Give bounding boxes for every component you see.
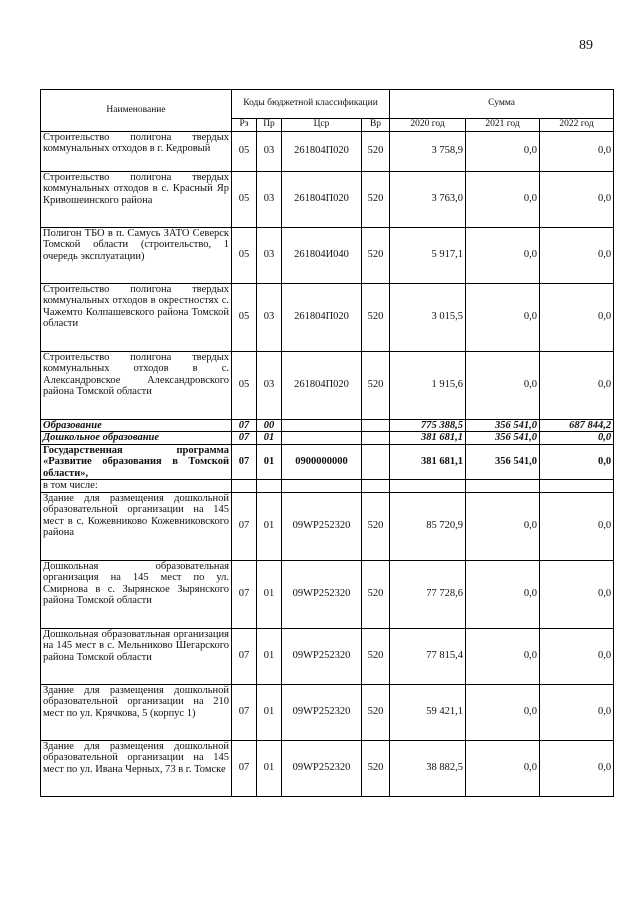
header-2020: 2020 год	[390, 119, 466, 132]
row-pr: 00	[257, 419, 282, 432]
row-rz: 07	[232, 740, 257, 796]
row-name: Дошкольная образоватльная организация на 145 мест в с. Мельниково Шегарского района Томской области	[41, 628, 232, 684]
row-rz: 07	[232, 560, 257, 628]
table-row	[41, 227, 614, 283]
row-vr	[362, 432, 390, 445]
row-2021: 0,0	[466, 131, 540, 171]
row-2020: 3 758,9	[390, 131, 466, 171]
row-csr: 09WP252320	[282, 684, 362, 740]
row-2021: 0,0	[466, 684, 540, 740]
row-name: Строительство полигона твердых коммунальных отходов в с. Красный Яр Кривошеинского района	[41, 171, 232, 227]
table-row	[41, 492, 614, 560]
header-codes: Коды бюджетной классификации	[232, 90, 390, 119]
row-2021: 0,0	[466, 351, 540, 419]
header-pr: Пр	[257, 119, 282, 132]
row-pr: 01	[257, 492, 282, 560]
header-csr: Цср	[282, 119, 362, 132]
header-sum: Сумма	[390, 90, 614, 119]
row-2021: 0,0	[466, 171, 540, 227]
row-pr: 03	[257, 283, 282, 351]
budget-table	[40, 89, 614, 797]
row-2020: 381 681,1	[390, 444, 466, 480]
table-row	[41, 283, 614, 351]
row-2021	[466, 480, 540, 493]
row-csr	[282, 480, 362, 493]
row-pr: 01	[257, 740, 282, 796]
table-row	[41, 684, 614, 740]
row-2022: 0,0	[540, 171, 614, 227]
header-name: Наименование	[41, 90, 232, 132]
row-rz: 07	[232, 432, 257, 445]
header-vr: Вр	[362, 119, 390, 132]
row-vr: 520	[362, 684, 390, 740]
row-name: Государственная программа «Развитие образования в Томской области»,	[41, 444, 232, 480]
row-pr: 03	[257, 131, 282, 171]
header-2021: 2021 год	[466, 119, 540, 132]
row-name: Дошкольное образование	[41, 432, 232, 445]
row-name: Здание для размещения дошкольной образовательной организации на 145 мест по ул. Ивана Черных, 73 в г. Томске	[41, 740, 232, 796]
row-pr: 03	[257, 227, 282, 283]
table-row	[41, 131, 614, 171]
row-csr: 09WP252320	[282, 492, 362, 560]
header-rz: Рз	[232, 119, 257, 132]
row-pr: 01	[257, 432, 282, 445]
table-row	[41, 432, 614, 445]
row-csr: 09WP252320	[282, 560, 362, 628]
row-name: Здание для размещения дошкольной образовательной организации на 210 мест по ул. Крячкова, 5 (корпус 1)	[41, 684, 232, 740]
row-pr: 03	[257, 351, 282, 419]
header-2022: 2022 год	[540, 119, 614, 132]
row-name: Полигон ТБО в п. Самусь ЗАТО Северск Томской области (строительство, 1 очередь эксплуатации)	[41, 227, 232, 283]
row-2020: 77 815,4	[390, 628, 466, 684]
row-vr	[362, 480, 390, 493]
table-row	[41, 560, 614, 628]
row-2020: 5 917,1	[390, 227, 466, 283]
row-2022: 0,0	[540, 131, 614, 171]
row-2020	[390, 480, 466, 493]
table-row	[41, 171, 614, 227]
row-rz: 05	[232, 131, 257, 171]
row-2020: 381 681,1	[390, 432, 466, 445]
row-2020: 775 388,5	[390, 419, 466, 432]
row-csr: 0900000000	[282, 444, 362, 480]
row-2020: 77 728,6	[390, 560, 466, 628]
row-rz: 07	[232, 628, 257, 684]
row-vr: 520	[362, 351, 390, 419]
row-2022: 0,0	[540, 492, 614, 560]
row-csr: 261804П020	[282, 283, 362, 351]
row-rz: 05	[232, 227, 257, 283]
row-2022: 0,0	[540, 283, 614, 351]
table-row	[41, 480, 614, 493]
row-vr	[362, 419, 390, 432]
row-2022: 0,0	[540, 444, 614, 480]
row-2020: 1 915,6	[390, 351, 466, 419]
table-row	[41, 419, 614, 432]
table-row	[41, 740, 614, 796]
table-row	[41, 351, 614, 419]
table-row	[41, 628, 614, 684]
row-name: Строительство полигона твердых коммунальных отходов в окрестностях с. Чажемто Колпашевского района Томской области	[41, 283, 232, 351]
row-csr: 261804П020	[282, 171, 362, 227]
row-name: Образование	[41, 419, 232, 432]
row-2021: 0,0	[466, 628, 540, 684]
row-2021: 0,0	[466, 492, 540, 560]
row-2022: 0,0	[540, 560, 614, 628]
row-rz: 05	[232, 351, 257, 419]
row-2020: 85 720,9	[390, 492, 466, 560]
row-rz	[232, 480, 257, 493]
row-vr: 520	[362, 740, 390, 796]
row-csr: 261804И040	[282, 227, 362, 283]
row-name: Дошкольная образовательная организация на 145 мест по ул. Смирнова в с. Зырянское Зырянского района Томской области	[41, 560, 232, 628]
row-2021: 356 541,0	[466, 444, 540, 480]
row-csr	[282, 432, 362, 445]
row-pr: 01	[257, 628, 282, 684]
row-2020: 3 763,0	[390, 171, 466, 227]
row-2021: 0,0	[466, 740, 540, 796]
row-pr	[257, 480, 282, 493]
row-2020: 59 421,1	[390, 684, 466, 740]
row-name: в том числе:	[41, 480, 232, 493]
row-vr: 520	[362, 560, 390, 628]
row-pr: 01	[257, 560, 282, 628]
row-2021: 0,0	[466, 283, 540, 351]
row-2022	[540, 480, 614, 493]
row-2020: 38 882,5	[390, 740, 466, 796]
row-2022: 0,0	[540, 227, 614, 283]
row-pr: 01	[257, 684, 282, 740]
row-vr: 520	[362, 227, 390, 283]
row-vr: 520	[362, 628, 390, 684]
row-csr	[282, 419, 362, 432]
row-2021: 356 541,0	[466, 432, 540, 445]
row-2020: 3 015,5	[390, 283, 466, 351]
row-name: Здание для размещения дошкольной образовательной организации на 145 мест в с. Кожевниково Кожевниковского района	[41, 492, 232, 560]
row-vr: 520	[362, 283, 390, 351]
row-name: Строительство полигона твердых коммунальных отходов в г. Кедровый	[41, 131, 232, 171]
row-pr: 01	[257, 444, 282, 480]
row-vr: 520	[362, 171, 390, 227]
row-2021: 356 541,0	[466, 419, 540, 432]
row-2021: 0,0	[466, 227, 540, 283]
row-csr: 261804П020	[282, 131, 362, 171]
page-number: 89	[579, 38, 593, 53]
table-row	[41, 444, 614, 480]
row-rz: 07	[232, 419, 257, 432]
row-rz: 05	[232, 171, 257, 227]
row-csr: 09WP252320	[282, 628, 362, 684]
row-rz: 05	[232, 283, 257, 351]
row-rz: 07	[232, 492, 257, 560]
row-vr: 520	[362, 492, 390, 560]
row-vr	[362, 444, 390, 480]
row-2022: 0,0	[540, 740, 614, 796]
row-rz: 07	[232, 684, 257, 740]
row-csr: 09WP252320	[282, 740, 362, 796]
row-2022: 0,0	[540, 628, 614, 684]
row-pr: 03	[257, 171, 282, 227]
row-rz: 07	[232, 444, 257, 480]
row-2022: 0,0	[540, 351, 614, 419]
row-2021: 0,0	[466, 560, 540, 628]
row-vr: 520	[362, 131, 390, 171]
row-2022: 0,0	[540, 684, 614, 740]
row-name: Строительство полигона твердых коммунальных отходов в с. Александровское Александровского района Томской области	[41, 351, 232, 419]
table-body	[41, 131, 614, 796]
row-2022: 0,0	[540, 432, 614, 445]
row-csr: 261804П020	[282, 351, 362, 419]
row-2022: 687 844,2	[540, 419, 614, 432]
